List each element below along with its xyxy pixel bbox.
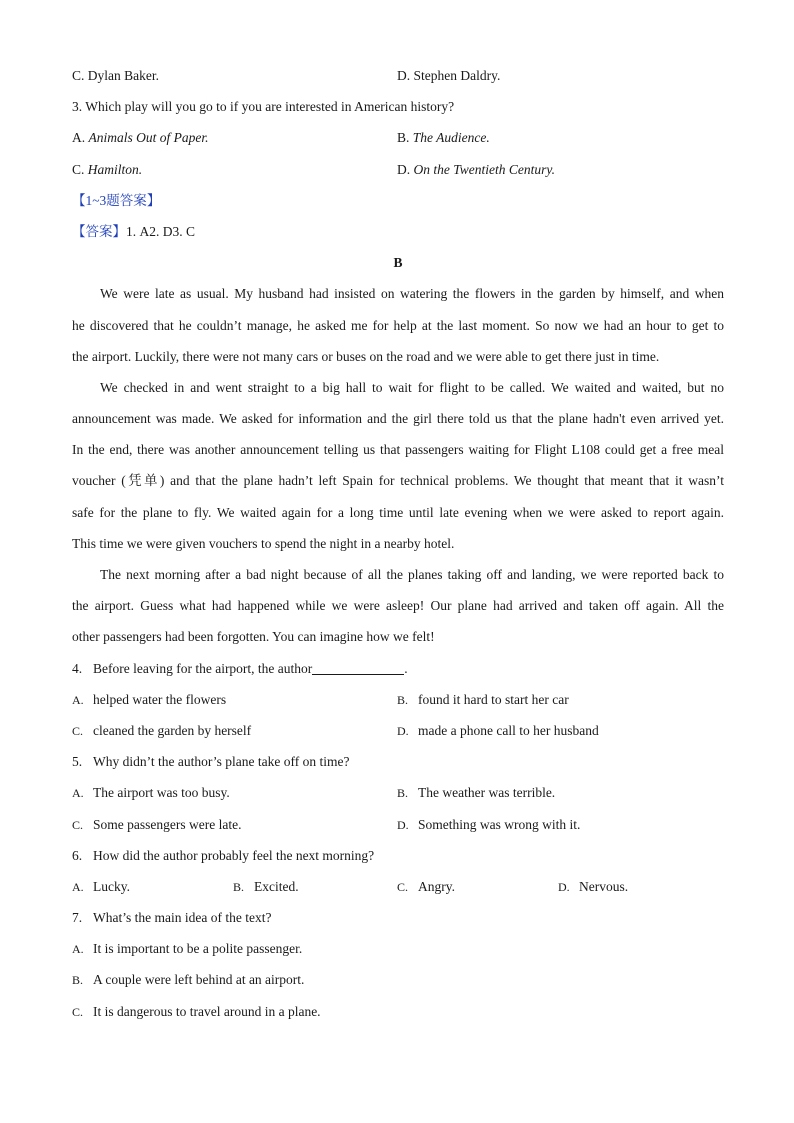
- q6-options-row: [72, 871, 724, 902]
- q3-option-b: B. The Audience.: [397, 130, 490, 146]
- answer-heading: 【1~3题答案】: [72, 192, 161, 208]
- q4-option-a: A. helped water the flowers: [72, 691, 227, 707]
- q6-option-b: B. Excited.: [233, 878, 299, 894]
- passage-paragraph-2: We checked in and went straight to a big hall to wait for flight to be called. We waited and waited, but no announcement was made. We asked for information and the girl there told us that the plane hadn't even arrived yet. In the end, there was another announcement telling us that passengers waiting for Flight L108 could get a free meal voucher (凭单) and that the plane hadn’t left Spain for technical problems. We thought that meant that it wasn’t safe for the plane to fly. We waited again for a long time until late evening when we were asked to report again. This time we were given vouchers to spend the night in a nearby hotel.: [72, 379, 724, 551]
- q6-option-d: D. Nervous.: [558, 878, 629, 894]
- q3-option-d: D. On the Twentieth Century.: [397, 161, 555, 177]
- q5-option-b: B. The weather was terrible.: [397, 785, 556, 801]
- answer-key: 【答案】1. A2. D3. C: [72, 223, 196, 239]
- q3-options-row-2: [72, 154, 724, 185]
- q3-option-c: C. Hamilton.: [72, 161, 143, 177]
- q3-option-a: A. Animals Out of Paper.: [72, 130, 209, 146]
- q5-option-c: C. Some passengers were late.: [72, 816, 242, 832]
- q2-options-row: [72, 60, 724, 91]
- q5-option-a: A. The airport was too busy.: [72, 785, 230, 801]
- q6-stem: 6. How did the author probably feel the next morning?: [72, 847, 375, 863]
- q4-stem: 4. Before leaving for the airport, the author .: [72, 660, 408, 676]
- q4-option-d: D. made a phone call to her husband: [397, 722, 599, 738]
- q7-stem: 7. What’s the main idea of the text?: [72, 910, 272, 926]
- q4-option-b: B. found it hard to start her car: [397, 691, 569, 707]
- q4-option-c: C. cleaned the garden by herself: [72, 722, 252, 738]
- q6-option-a: A. Lucky.: [72, 878, 130, 894]
- q4-options-row-1: [72, 684, 724, 715]
- passage-paragraph-1: We were late as usual. My husband had insisted on watering the flowers in the garden by himself, and when he discovered that he couldn’t manage, he asked me for help at the last moment. So now we had an hour to get to the airport. Luckily, there were not many cars or buses on the road and we were able to get there just in time.: [72, 286, 724, 364]
- q4-options-row-2: [72, 715, 724, 746]
- section-heading: B: [393, 255, 403, 271]
- q7-option-a: A. It is important to be a polite passenger.: [72, 941, 303, 957]
- worksheet-page: [72, 60, 724, 1027]
- answer-blank: [312, 660, 404, 675]
- q3-options-row-1: [72, 122, 724, 153]
- q5-options-row-1: [72, 777, 724, 808]
- q7-option-b: B. A couple were left behind at an airport.: [72, 972, 305, 988]
- q2-option-c: C. Dylan Baker.: [72, 68, 159, 83]
- q3-stem: 3. Which play will you go to if you are interested in American history?: [72, 99, 455, 115]
- q2-option-d: D. Stephen Daldry.: [397, 68, 501, 83]
- q5-options-row-2: [72, 809, 724, 840]
- q6-option-c: C. Angry.: [397, 878, 455, 894]
- passage-paragraph-3: The next morning after a bad night because of all the planes taking off and landing, we were reported back to the airport. Guess what had happened while we were asleep! Our plane had arrived and taken off again. All the other passengers had been forgotten. You can imagine how we felt!: [72, 567, 724, 645]
- q5-stem: 5. Why didn’t the author’s plane take off on time?: [72, 754, 350, 770]
- q7-option-c: C. It is dangerous to travel around in a plane.: [72, 1003, 321, 1019]
- q5-option-d: D. Something was wrong with it.: [397, 816, 581, 832]
